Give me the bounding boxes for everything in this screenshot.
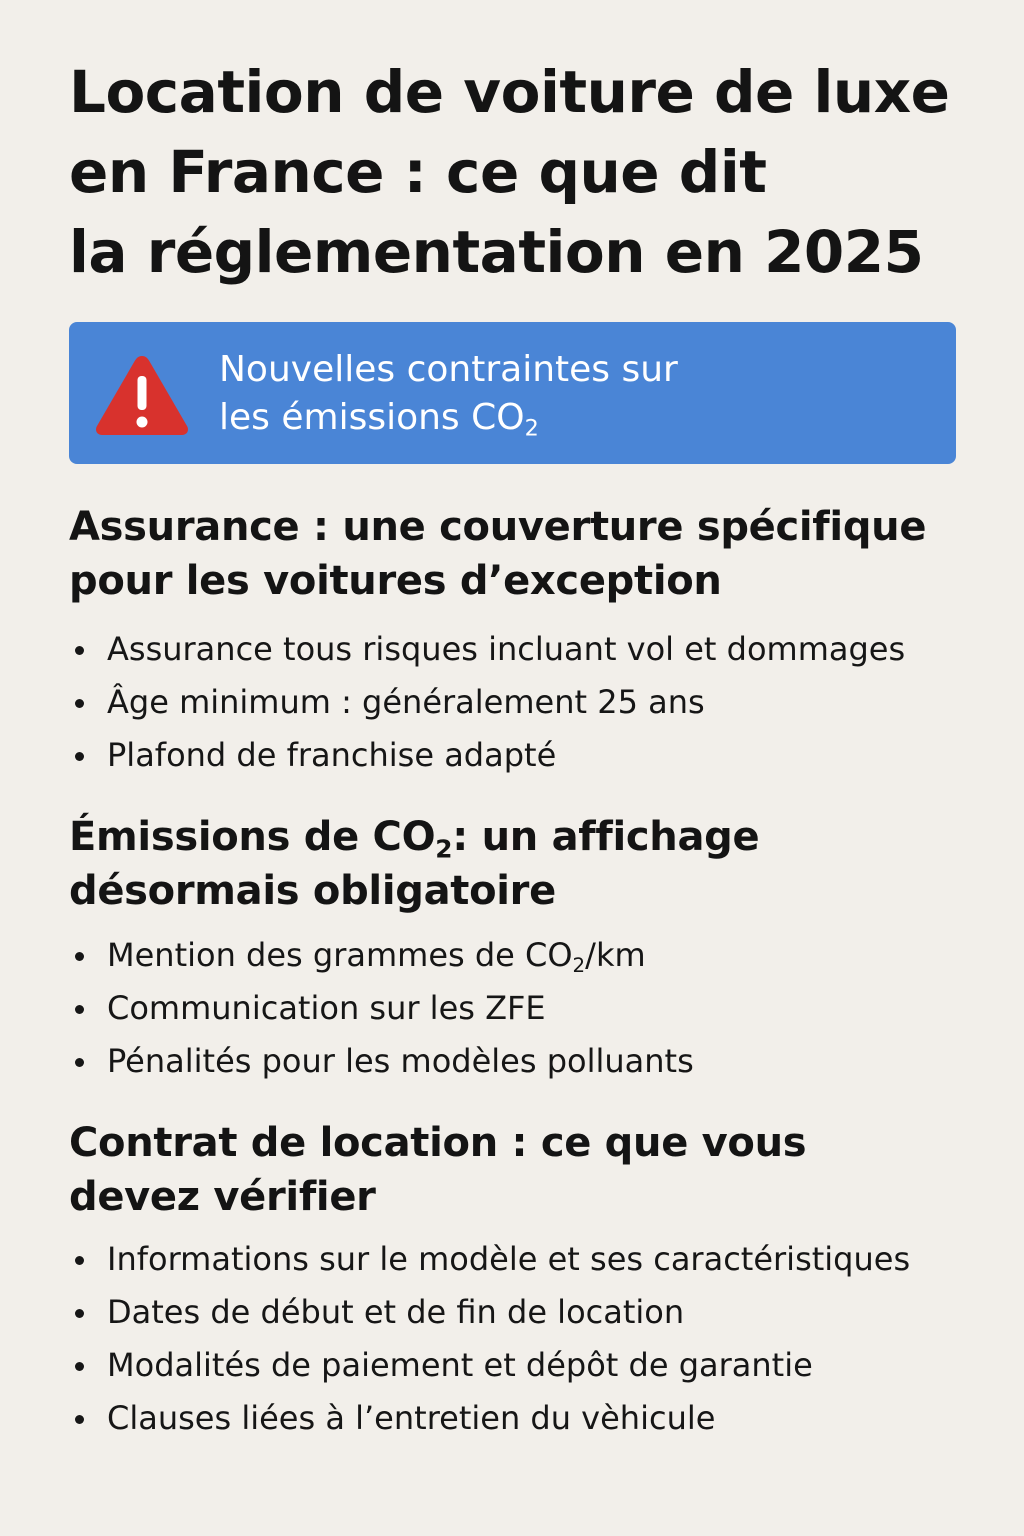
bullet-dot-icon [75, 699, 84, 708]
bullet-dot-icon [75, 1362, 84, 1371]
bullet-dot-icon [75, 1058, 84, 1067]
list-item: Modalités de paiement et dépôt de garantie [69, 1339, 910, 1392]
section-title-assurance [69, 500, 926, 608]
list-item: Mention des grammes de $CO_2/km$ [69, 929, 694, 982]
bullet-dot-icon [75, 646, 84, 655]
page-title [69, 52, 969, 292]
co2-alert-banner [69, 322, 956, 464]
section-title-line-2: devez vérifier [69, 1174, 376, 1220]
list-item: Communication sur les ZFE [69, 982, 694, 1035]
page-title-line-1: Location de voiture de luxe [69, 58, 950, 126]
list-item: Clauses liées à l’entretien du vèhicule [69, 1392, 910, 1445]
assurance-bullet-list [69, 623, 905, 782]
list-item: Dates de début et de fin de location [69, 1286, 910, 1339]
section-title-line-1: Contrat de location : ce que vous [69, 1120, 807, 1166]
bullet-dot-icon [75, 1256, 84, 1265]
bullet-dot-icon [75, 1309, 84, 1318]
section-title-line-2: pour les voitures d’exception [69, 558, 722, 604]
warning-triangle-icon [94, 352, 190, 438]
bullet-dot-icon [75, 952, 84, 961]
list-item: Informations sur le modèle et ses caractéristiques [69, 1233, 910, 1286]
alert-message [219, 346, 678, 442]
page-title-line-2: en France : ce que dit [69, 138, 767, 206]
list-item: Âge minimum : généralement 25 ans [69, 676, 905, 729]
alert-message-line-1: Nouvelles contraintes sur [219, 349, 678, 390]
section-title-line-1: Assurance : une couverture spécifique [69, 504, 927, 550]
contrat-bullet-list [69, 1233, 910, 1445]
bullet-dot-icon [75, 1005, 84, 1014]
section-title-line-2: désormais obligatoire [69, 868, 556, 914]
list-item: Assurance tous risques incluant vol et dommages [69, 623, 905, 676]
bullet-dot-icon [75, 752, 84, 761]
section-title-line-1: Émissions de $CO_2$: un affichage [69, 814, 760, 864]
section-title-emissions [69, 810, 759, 918]
page-title-line-3: la réglementation en 2025 [69, 218, 924, 286]
list-item: Plafond de franchise adapté [69, 729, 905, 782]
alert-message-line-2: les émissions $CO_2$ [219, 397, 539, 442]
list-item: Pénalités pour les modèles polluants [69, 1035, 694, 1088]
emissions-bullet-list [69, 929, 694, 1088]
bullet-dot-icon [75, 1415, 84, 1424]
section-title-contrat [69, 1116, 806, 1224]
